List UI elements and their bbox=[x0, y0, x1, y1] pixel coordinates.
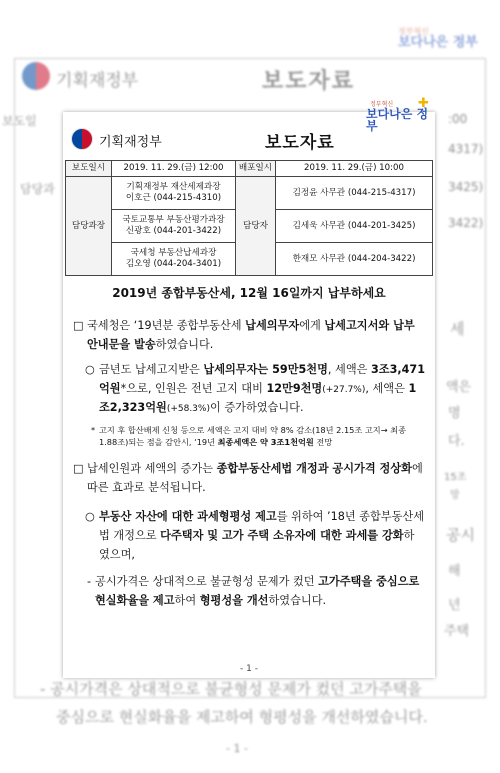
background-fragment: 3425) bbox=[448, 180, 484, 194]
release-value: 2019. 11. 29.(금) 12:00 bbox=[112, 161, 236, 177]
background-ministry: 기획재정부 bbox=[56, 71, 139, 91]
background-fragment: 년 bbox=[448, 598, 461, 613]
dept-cell bbox=[112, 243, 236, 276]
background-last-line: - 공시가격은 상대적으로 불균형성 문제가 컸던 고가주택을 bbox=[40, 680, 422, 698]
background-fragment: 해 bbox=[448, 564, 461, 579]
paragraph: □ 납세인원과 세액의 증가는 종합부동산세법 개정과 공시가격 정상화에 따른 효과로 분석됩니다. bbox=[73, 459, 425, 497]
dept-cell bbox=[112, 210, 236, 243]
footnote: * 고지 후 합산배제 신청 등으로 세액은 고지 대비 약 8% 감소(18년 2.15조 고지→ 최종 1.88조)되는 점을 감안시, ‘19년 최종세액은 약 3조1천억원 전망 bbox=[91, 424, 406, 448]
page-number: - 1 - bbox=[240, 664, 258, 674]
manager-label: 담당자 bbox=[236, 177, 276, 276]
background-side-label: 보도일 bbox=[2, 114, 37, 128]
dept-person: 이호근 (044-215-4310) bbox=[125, 193, 222, 204]
paragraph: □ 국세청은 ‘19년분 종합부동산세 납세의무자에게 납세고지서와 납부안내문을 발송하였습니다. bbox=[73, 316, 425, 354]
dept-cell bbox=[112, 177, 236, 210]
square-bullet: □ bbox=[73, 319, 84, 332]
dept-label: 담당과장 bbox=[66, 177, 112, 276]
background-fragment: 주택 bbox=[444, 624, 470, 639]
document-body bbox=[73, 316, 425, 610]
staff-contact: 한재모 사무관 (044-204-3422) bbox=[276, 243, 433, 276]
background-fragment: 다. bbox=[448, 434, 465, 449]
document-title: 보도자료 bbox=[265, 133, 335, 153]
background-fragment: 공시 bbox=[446, 526, 475, 544]
square-bullet: □ bbox=[73, 462, 84, 476]
background-page-number: - 1 - bbox=[226, 742, 248, 755]
plus-icon: ✚ bbox=[418, 96, 429, 111]
background-fragment: 세 bbox=[450, 320, 465, 338]
background-side-label: 담당과 bbox=[20, 182, 55, 196]
paragraph: - 공시가격은 상대적으로 불균형성 문제가 컸던 고가주택을 중심으로 현실화율을 제고하여 형평성을 개선하였습니다. bbox=[73, 572, 425, 610]
press-headline: 2019년 종합부동산세, 12월 16일까지 납부하세요 bbox=[112, 286, 386, 300]
taegeuk-emblem-icon bbox=[71, 128, 93, 150]
asterisk-bullet: * bbox=[91, 424, 96, 435]
dept-name: 국토교통부 부동산평가과장 bbox=[122, 215, 225, 225]
dept-name: 기획재정부 재산세제과장 bbox=[126, 182, 221, 192]
distribution-label: 배포일시 bbox=[236, 161, 276, 177]
distribution-value: 2019. 11. 29.(금) 10:00 bbox=[276, 161, 433, 177]
circle-bullet: ○ bbox=[85, 363, 95, 377]
background-fragment: 망 bbox=[450, 490, 460, 501]
staff-contact: 김세욱 사무관 (044-201-3425) bbox=[276, 210, 433, 243]
background-fragment: 15조 bbox=[444, 472, 467, 483]
background-fragment: 4317) bbox=[448, 142, 484, 156]
slogan-small: 정부혁신 bbox=[370, 101, 394, 108]
circle-bullet: ○ bbox=[85, 510, 95, 524]
background-fragment: 명 bbox=[448, 406, 461, 421]
background-title: 보도자료 bbox=[262, 69, 356, 94]
background-last-line: 중심으로 현실화율을 제고하여 형평성을 개선하였습니다. bbox=[56, 708, 428, 726]
ministry-name: 기획재정부 bbox=[99, 135, 162, 150]
paragraph: ○ 금년도 납세고지받은 납세의무자는 59만5천명, 세액은 3조3,471억원*으로, 인원은 전년 고지 대비 12만9천명(+27.7%), 세액은 1조2,323억원(+58.3%)이 증가하였습니다. bbox=[73, 360, 425, 418]
document-header bbox=[63, 122, 435, 160]
staff-contact: 김정윤 사무관 (044-215-4317) bbox=[276, 177, 433, 210]
table-row bbox=[66, 161, 433, 177]
release-label: 보도일시 bbox=[66, 161, 112, 177]
dept-person: 신광호 (044-201-3422) bbox=[125, 226, 222, 237]
background-slogan: 정부혁신 보다나은 정부 bbox=[398, 27, 478, 50]
dash-bullet: - bbox=[87, 575, 92, 589]
background-fragment: 액은 bbox=[446, 380, 472, 395]
slogan-text: 보다나은 정부 bbox=[366, 107, 429, 133]
background-slogan-small: 정부혁신 bbox=[398, 27, 429, 36]
release-info-table bbox=[65, 160, 433, 276]
press-release-page bbox=[63, 96, 435, 678]
table-row bbox=[66, 177, 433, 210]
paragraph: ○ 부동산 자산에 대한 과세형평성 제고를 위하여 ’18년 종합부동산세법 개정으로 다주택자 및 고가 주택 소유자에 대한 과세를 강화하였으며, bbox=[73, 507, 425, 564]
background-fragment: :00 bbox=[448, 112, 468, 126]
background-fragment: 3422) bbox=[448, 216, 484, 230]
dept-name: 국세청 부동산납세과장 bbox=[130, 248, 217, 258]
background-emblem-icon bbox=[22, 62, 50, 90]
dept-person: 김오영 (044-204-3401) bbox=[125, 259, 222, 270]
